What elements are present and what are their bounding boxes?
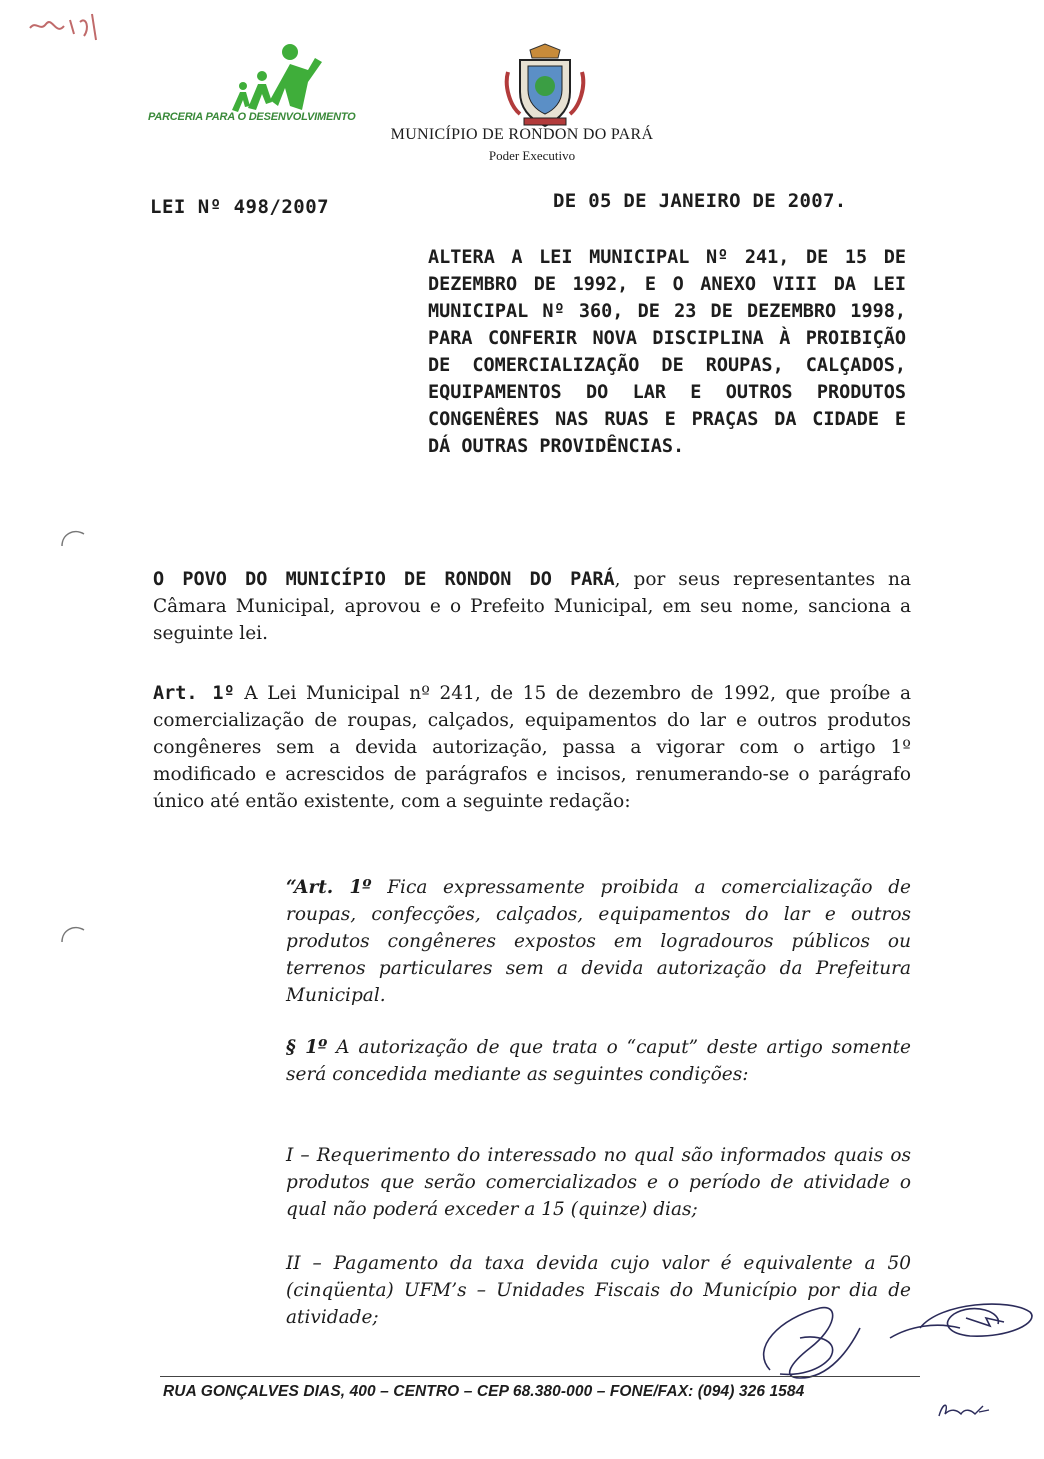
law-summary: ALTERA A LEI MUNICIPAL Nº 241, DE 15 DE DEZEMBRO DE 1992, E O ANEXO VIII DA LEI MUNICIPAL Nº 360, DE 23 DE DEZEMBRO 1998, PARA CONFERIR NOVA DISCIPLINA À PROIBIÇÃO DE COMERCIALIZAÇÃO DE ROUPAS, CALÇADOS, EQUIPAMENTOS DO LAR E OUTROS PRODUTOS CONGENÊRES NAS RUAS E PRAÇAS DA CIDADE E DÁ OUTRAS PROVIDÊNCIAS. xyxy=(428,247,906,457)
partner-tagline: PARCERIA PARA O DESENVOLVIMENTO xyxy=(148,111,356,123)
quoted-article-1 xyxy=(286,874,911,1009)
handwritten-initials xyxy=(935,1396,995,1424)
preamble-text: , por seus representantes na Câmara Municipal, aprovou e o Prefeito Municipal, em seu nome, sanciona a seguinte lei. xyxy=(153,569,912,644)
handwritten-signature xyxy=(740,1278,1040,1388)
punch-hole-mark xyxy=(58,526,88,556)
article-1-text: A Lei Municipal nº 241, de 15 de dezembro de 1992, que proíbe a comercialização de roupas, calçados, equipamentos do lar e outros produtos congêneres sem a devida autorização, passa a vigorar com o artigo 1º modificado e acrescidos de parágrafos e incisos, renumerando-se o parágrafo único até então existente, com a seguinte redação: xyxy=(153,683,911,812)
paragraph-1-lead: § 1º xyxy=(286,1037,328,1058)
coat-of-arms-icon xyxy=(500,42,590,132)
article-1 xyxy=(153,680,911,815)
preamble-lead: O POVO DO MUNICÍPIO DE RONDON DO PARÁ xyxy=(153,569,615,590)
inciso-2: II – Pagamento da taxa devida cujo valor é equivalente a 50 (cinqüenta) UFM’s – Unidades Fiscais do Município por dia de atividade; xyxy=(286,1253,911,1328)
paragraph-1-text: A autorização de que trata o “caput” deste artigo somente será concedida mediante as seguintes condições: xyxy=(286,1037,911,1085)
executive-branch: Poder Executivo xyxy=(488,148,576,163)
punch-hole-mark xyxy=(58,922,88,952)
inciso-1: I – Requerimento do interessado no qual são informados quais os produtos que serão comercializados e o período de atividade o qual não poderá exceder a 15 (quinze) dias; xyxy=(286,1145,911,1220)
municipality-name: MUNICÍPIO DE RONDON DO PARÁ xyxy=(390,126,654,143)
quoted-article-lead: “Art. 1º xyxy=(286,877,372,898)
paragraph-1 xyxy=(286,1034,911,1088)
preamble xyxy=(153,566,911,647)
quoted-article-text: Fica expressamente proibida a comercialização de roupas, confecções, calçados, equipamentos do lar e outros produtos congêneres expostos em logradouros públicos ou terrenos particulares sem a devida autorização da Prefeitura Municipal. xyxy=(286,877,911,1006)
law-date: DE 05 DE JANEIRO DE 2007. xyxy=(553,190,847,212)
law-number: LEI Nº 498/2007 xyxy=(150,196,330,218)
handwritten-mark xyxy=(26,6,116,46)
footer-divider xyxy=(160,1376,920,1377)
article-1-lead: Art. 1º xyxy=(153,683,235,704)
footer-address: RUA GONÇALVES DIAS, 400 – CENTRO – CEP 68.380-000 – FONE/FAX: (094) 326 1584 xyxy=(163,1383,805,1400)
